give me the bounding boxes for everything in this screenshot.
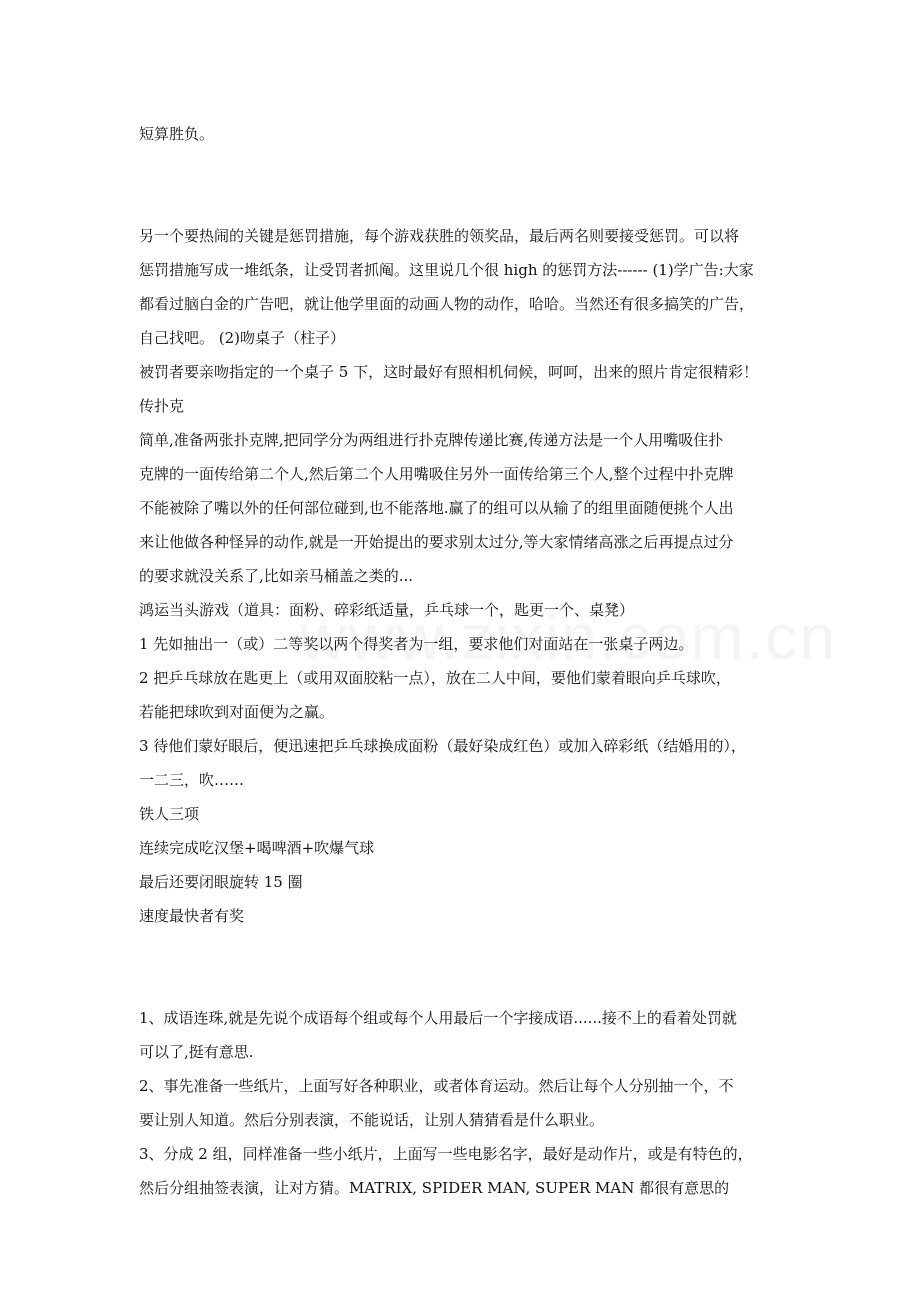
text-line: 都看过脑白金的广告吧，就让他学里面的动画人物的动作，哈哈。当然还有很多搞笑的广告， [139,295,755,313]
text-line: 另一个要热闹的关键是惩罚措施，每个游戏获胜的领奖品，最后两名则要接受惩罚。可以将 [139,227,740,245]
text-line: 惩罚措施写成一堆纸条，让受罚者抓阄。这里说几个很 high 的惩罚方法------ (1)学广告:大家 [139,261,754,279]
section-main [139,219,784,933]
heading-line: 铁人三项 [139,805,200,823]
text-line: 若能把球吹到对面便为之赢。 [139,703,335,721]
text-line: 3、分成 2 组，同样准备一些小纸片，上面写一些电影名字，最好是动作片，或是有特色的， [139,1145,753,1163]
text-line: 简单,准备两张扑克牌,把同学分为两组进行扑克牌传递比赛,传递方法是一个人用嘴吸住扑 [139,431,724,449]
text-line: 来让他做各种怪异的动作,就是一开始提出的要求别太过分,等大家情绪高涨之后再提点过分 [139,533,734,551]
text-line: 3 待他们蒙好眼后，便迅速把乒乓球换成面粉（最好染成红色）或加入碎彩纸（结婚用的）， [139,737,746,755]
text-line: 最后还要闭眼旋转 15 圈 [139,873,303,891]
section-top [139,117,784,151]
text-line: 然后分组抽签表演，让对方猜。MATRIX, SPIDER MAN, SUPER MAN 都很有意思的 [139,1179,730,1197]
text-line: 速度最快者有奖 [139,907,245,925]
text-line: 1、成语连珠,就是先说个成语每个组或每个人用最后一个字接成语......接不上的看着处罚就 [139,1009,737,1027]
text-line: 要让别人知道。然后分别表演，不能说话，让别人猜猜看是什么职业。 [139,1111,605,1129]
text-line: 被罚者要亲吻指定的一个桌子 5 下，这时最好有照相机伺候，呵呵，出来的照片肯定很精彩！ [139,363,759,381]
text-line: 1 先如抽出一（或）二等奖以两个得奖者为一组，要求他们对面站在一张桌子两边。 [139,635,694,653]
text-line: 克牌的一面传给第二个人,然后第二个人用嘴吸住另外一面传给第三个人,整个过程中扑克牌 [139,465,734,483]
text-line: 自己找吧。 (2)吻桌子（柱子） [139,329,346,347]
heading-line: 鸿运当头游戏（道具：面粉、碎彩纸适量，乒乓球一个，匙更一个、桌凳） [139,601,635,619]
paragraph-gap [139,967,784,1001]
text-line: 不能被除了嘴以外的任何部位碰到,也不能落地.赢了的组可以从输了的组里面随便挑个人出 [139,499,734,517]
document-body [139,117,784,1205]
text-line: 连续完成吃汉堡+喝啤酒+吹爆气球 [139,839,375,857]
text-line: 2 把乒乓球放在匙更上（或用双面胶粘一点），放在二人中间，要他们蒙着眼向乒乓球吹， [139,669,731,687]
section-bottom [139,1001,784,1205]
text-line: 一二三，吹…… [139,771,245,789]
text-line: 的要求就没关系了,比如亲马桶盖之类的... [139,567,414,585]
paragraph-gap [139,185,784,219]
text-line: 2、事先准备一些纸片，上面写好各种职业，或者体育运动。然后让每个人分别抽一个，不 [139,1077,734,1095]
text-line: 可以了,挺有意思. [139,1043,254,1061]
paragraph-gap [139,151,784,185]
paragraph-gap [139,933,784,967]
text-line: 短算胜负。 [139,125,215,143]
heading-line: 传扑克 [139,397,185,415]
